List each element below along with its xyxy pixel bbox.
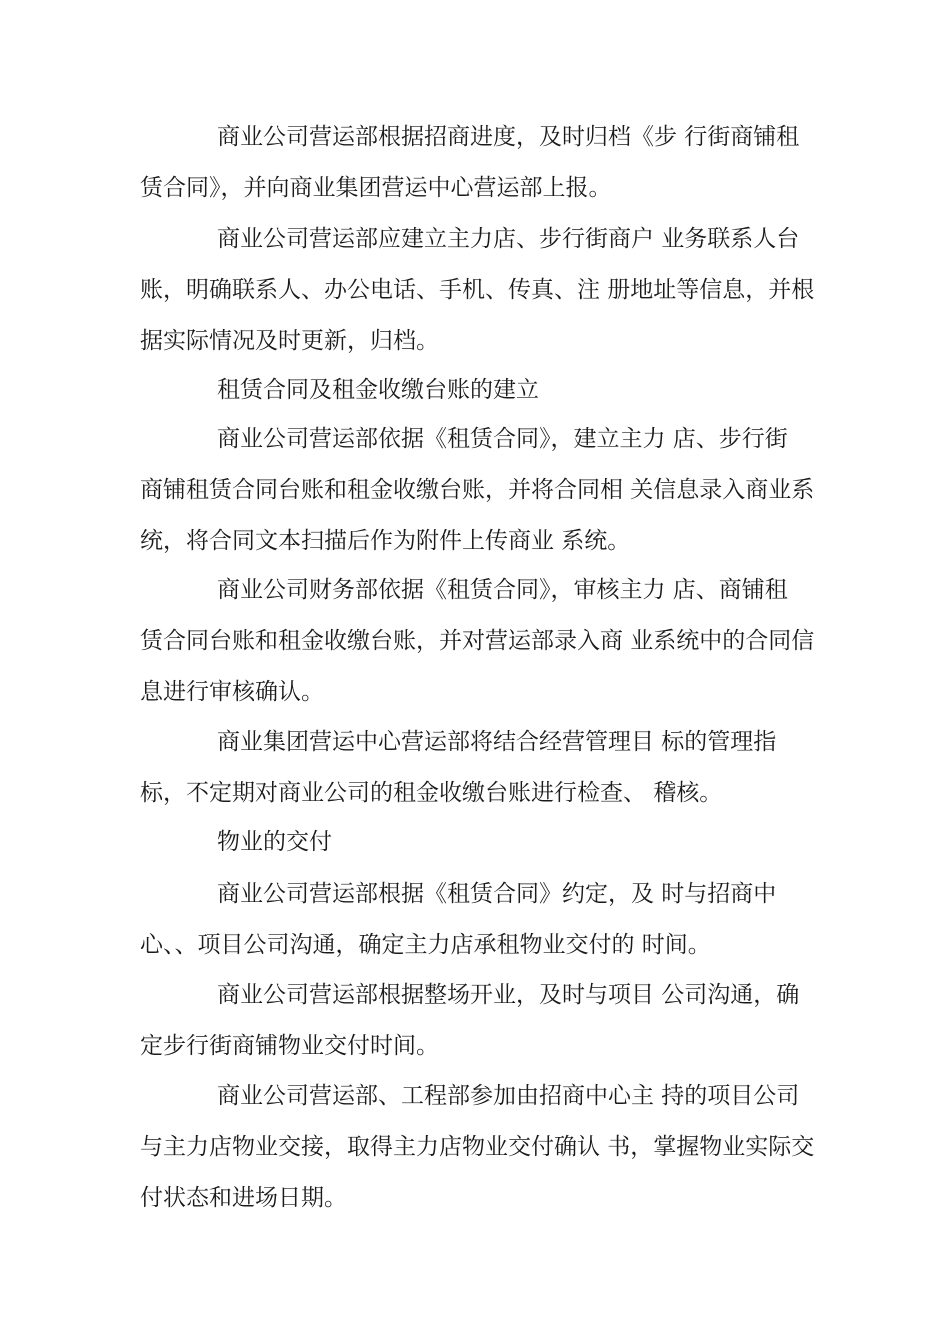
text-line: 商业公司财务部依据《租赁合同》，审核主力 店、商铺租 — [217, 577, 788, 603]
text-line: 商铺租赁合同台账和租金收缴台账，并将合同相 关信息录入商业系 — [140, 477, 815, 503]
text-line: 商业公司营运部根据招商进度，及时归档《步 行街商铺租 — [217, 124, 800, 150]
text-line: 账，明确联系人、办公电话、手机、传真、注 册地址等信息，并根 — [140, 277, 815, 303]
text-line: 息进行审核确认。 — [140, 679, 324, 705]
text-line: 赁合同台账和租金收缴台账，并对营运部录入商 业系统中的合同信 — [140, 628, 815, 654]
text-line: 心、、项目公司沟通，确定主力店承租物业交付的 时间。 — [140, 932, 711, 958]
heading-text: 物业的交付 — [217, 829, 332, 855]
text-line: 据实际情况及时更新，归档。 — [140, 328, 439, 354]
text-line: 付状态和进场日期。 — [140, 1185, 347, 1211]
text-line: 商业公司营运部根据整场开业，及时与项目 公司沟通，确 — [217, 982, 800, 1008]
text-line: 赁合同》，并向商业集团营运中心营运部上报。 — [140, 175, 612, 201]
section-heading — [140, 365, 840, 416]
section-heading — [140, 817, 840, 868]
text-line: 标，不定期对商业公司的租金收缴台账进行检查、 稽核。 — [140, 780, 723, 806]
paragraph — [140, 112, 840, 214]
text-line: 商业公司营运部依据《租赁合同》，建立主力 店、步行街 — [217, 426, 788, 452]
paragraph — [140, 717, 840, 819]
heading-text: 租赁合同及租金收缴台账的建立 — [217, 377, 539, 403]
text-line: 商业集团营运中心营运部将结合经营管理目 标的管理指 — [217, 729, 777, 755]
text-line: 商业公司营运部根据《租赁合同》约定，及 时与招商中 — [217, 881, 777, 907]
paragraph — [140, 414, 840, 567]
paragraph — [140, 214, 840, 367]
paragraph — [140, 1071, 840, 1224]
text-line: 商业公司营运部、工程部参加由招商中心主 持的项目公司 — [217, 1083, 800, 1109]
text-line: 统，将合同文本扫描后作为附件上传商业 系统。 — [140, 528, 631, 554]
text-line: 商业公司营运部应建立主力店、步行街商户 业务联系人台 — [217, 226, 800, 252]
text-line: 与主力店物业交接，取得主力店物业交付确认 书，掌握物业实际交 — [140, 1134, 815, 1160]
paragraph — [140, 565, 840, 718]
paragraph — [140, 970, 840, 1072]
text-line: 定步行街商铺物业交付时间。 — [140, 1033, 439, 1059]
paragraph — [140, 869, 840, 971]
